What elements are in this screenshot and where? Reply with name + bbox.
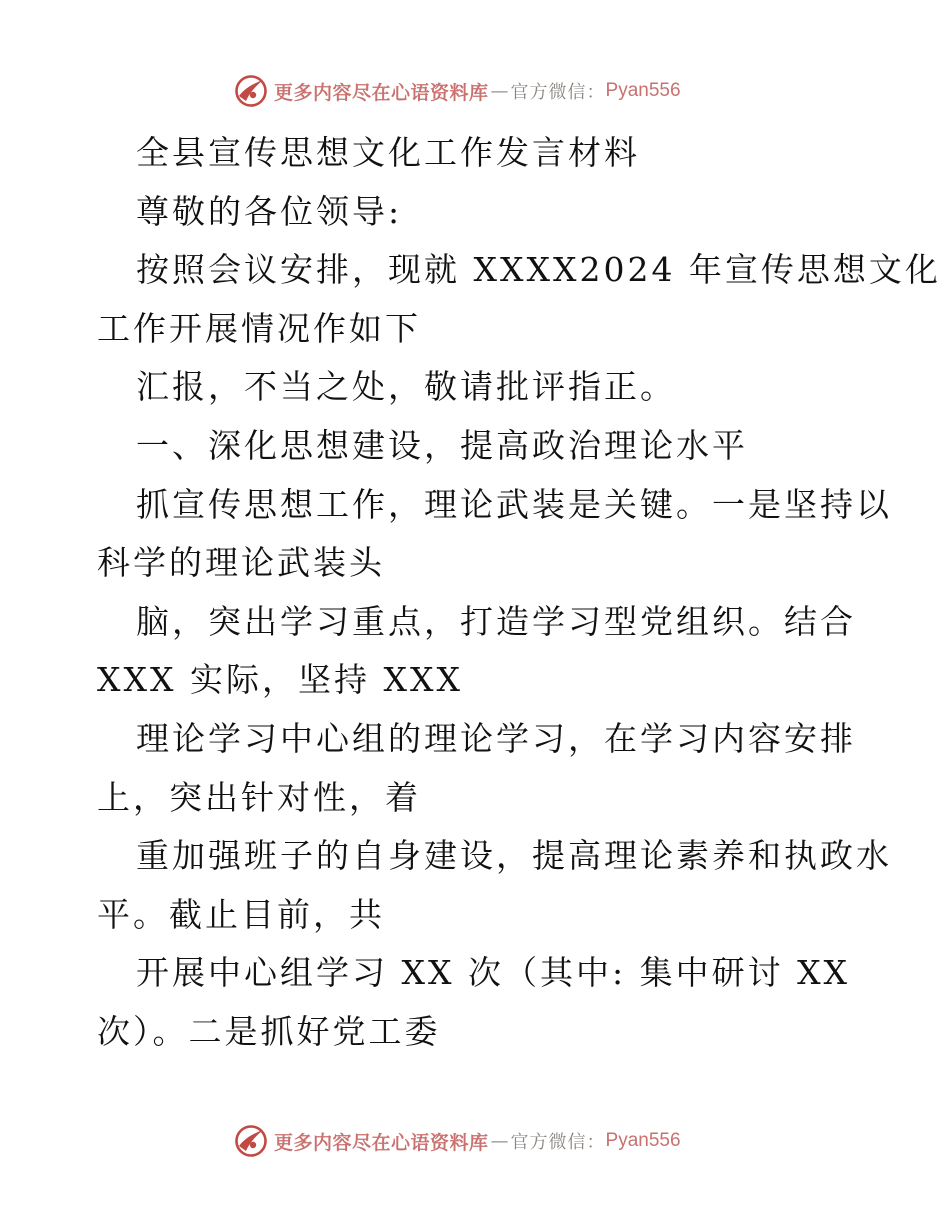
watermark-brand-text: 更多内容尽在心语资料库 — [274, 1131, 489, 1154]
watermark-dash: — — [490, 1130, 509, 1152]
document-line: 科学的理论武装头 — [97, 543, 385, 583]
document-body — [97, 124, 941, 1062]
watermark-wechat-id: Pyan556 — [605, 1130, 681, 1151]
document-line: 开展中心组学习 XX 次（其中: 集中研讨 XX — [136, 953, 851, 993]
ink-brush-logo-icon — [234, 74, 268, 108]
document-line: 全县宣传思想文化工作发言材料 — [136, 133, 640, 172]
footer-watermark — [234, 1122, 681, 1160]
ink-brush-logo-icon — [234, 1124, 268, 1158]
watermark-dash: — — [490, 80, 509, 102]
document-line: 汇报，不当之处，敬请批评指正。 — [136, 367, 676, 407]
watermark-wechat-label: 官方微信： — [510, 82, 606, 103]
watermark-wechat-label: 官方微信： — [510, 1132, 606, 1153]
header-watermark — [234, 72, 681, 110]
document-line: 上，突出针对性，着 — [97, 777, 421, 817]
document-line: 一、深化思想建设，提高政治理论水平 — [136, 425, 748, 465]
document-line: 尊敬的各位领导: — [136, 191, 403, 231]
document-line: 重加强班子的自身建设，提高理论素养和执政水 — [136, 836, 892, 876]
document-line: 平。截止目前，共 — [97, 894, 385, 934]
document-line: 脑，突出学习重点，打造学习型党组织。结合 — [136, 601, 856, 641]
watermark-brand-text: 更多内容尽在心语资料库 — [274, 81, 489, 104]
document-line: 次）。二是抓好党工委 — [97, 1011, 441, 1051]
document-line: 工作开展情况作如下 — [97, 308, 421, 348]
document-line: 理论学习中心组的理论学习，在学习内容安排 — [136, 718, 856, 758]
document-line: XXX 实际，坚持 XXX — [97, 660, 463, 700]
watermark-wechat-id: Pyan556 — [605, 80, 681, 101]
document-line: 抓宣传思想工作，理论武装是关键。一是坚持以 — [136, 484, 892, 524]
document-line: 按照会议安排，现就 XXXX2024 年宣传思想文化 — [136, 250, 941, 290]
